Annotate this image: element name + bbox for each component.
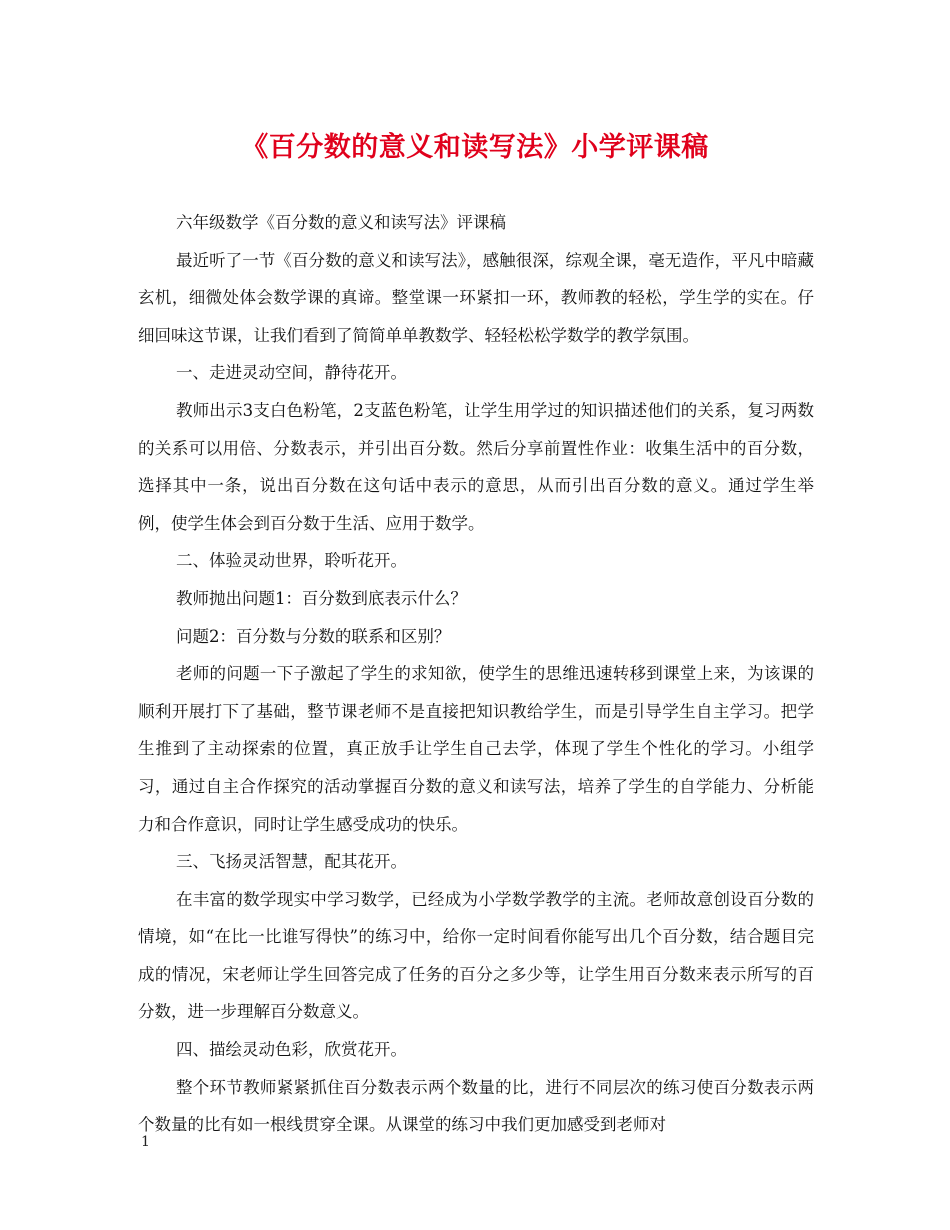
page-number: 1 (141, 1134, 150, 1150)
paragraph-section-1: 教师出示3支白色粉笔，2支蓝色粉笔，让学生用学过的知识描述他们的关系，复习两数的关系可以用倍、分数表示，并引出百分数。然后分享前置性作业：收集生活中的百分数，选择其中一条，说出百分数在这句话中表示的意思，从而引出百分数的意义。通过学生举例，使学生体会到百分数于生活、应用于数学。 (138, 400, 814, 533)
section-heading-3: 三、飞扬灵活智慧，配其花开。 (175, 852, 407, 872)
section-heading-1: 一、走进灵动空间，静待花开。 (175, 363, 407, 383)
paragraph-section-3: 在丰富的数学现实中学习数学，已经成为小学数学教学的主流。老师故意创设百分数的情境，如“在比一比谁写得快”的练习中，给你一定时间看你能写出几个百分数，结合题目完成的情况，宋老师让学生回答完成了任务的百分之多少等，让学生用百分数来表示所写的百分数，进一步理解百分数意义。 (138, 889, 814, 1022)
paragraph-question-1: 教师抛出问题1：百分数到底表示什么？ (175, 588, 467, 608)
section-heading-2: 二、体验灵动世界，聆听花开。 (175, 551, 407, 571)
paragraph-section-4: 整个环节教师紧紧抓住百分数表示两个数量的比，进行不同层次的练习使百分数表示两个数量的比有如一根线贯穿全课。从课堂的练习中我们更加感受到老师对 (138, 1077, 814, 1135)
paragraph-section-2: 老师的问题一下子激起了学生的求知欲，使学生的思维迅速转移到课堂上来，为该课的顺利开展打下了基础，整节课老师不是直接把知识教给学生，而是引导学生自主学习。把学生推到了主动探索的位置，真正放手让学生自己去学，体现了学生个性化的学习。小组学习，通过自主合作探究的活动掌握百分数的意义和读写法，培养了学生的自学能力、分析能力和合作意识，同时让学生感受成功的快乐。 (138, 664, 814, 834)
paragraph-subtitle: 六年级数学《百分数的意义和读写法》评课稿 (175, 213, 506, 232)
document-body (138, 204, 814, 1144)
paragraph-intro: 最近听了一节《百分数的意义和读写法》，感触很深，综观全课，毫无造作，平凡中暗藏玄机，细微处体会数学课的真谛。整堂课一环紧扣一环，教师教的轻松，学生学的实在。仔细回味这节课，让我们看到了简简单单教数学、轻轻松松学数学的教学氛围。 (138, 250, 814, 345)
section-heading-4: 四、描绘灵动色彩，欣赏花开。 (175, 1040, 407, 1060)
document-title: 《百分数的意义和读写法》小学评课稿 (241, 132, 709, 163)
paragraph-question-2: 问题2：百分数与分数的联系和区别？ (175, 626, 451, 646)
